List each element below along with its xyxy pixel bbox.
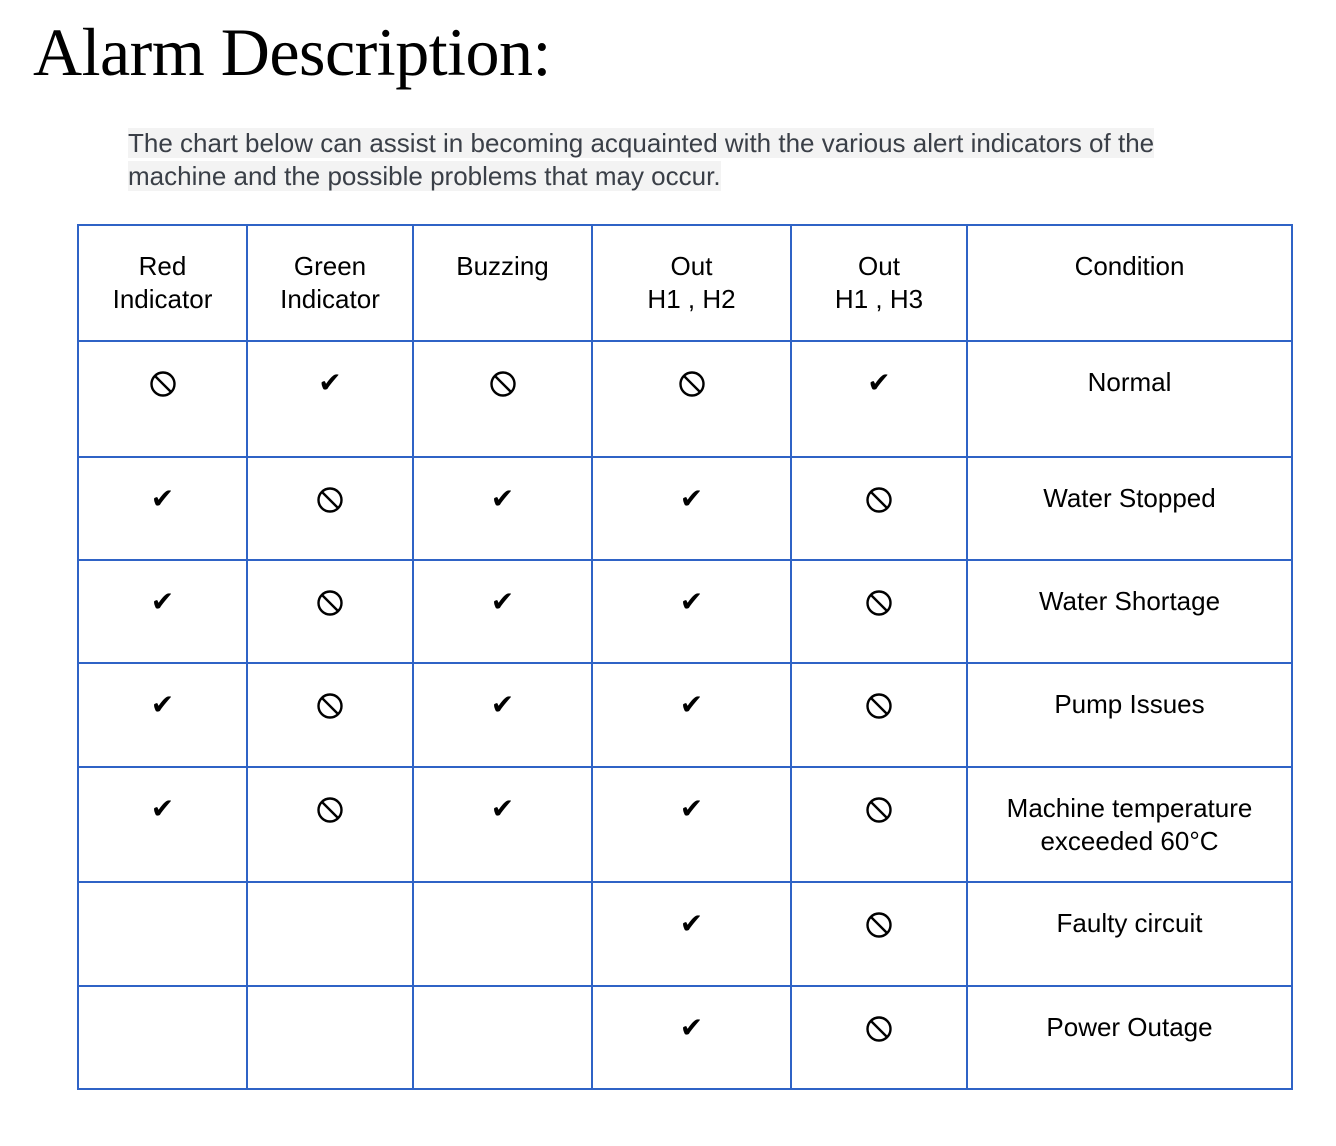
cell-out-h1-h2: [592, 767, 791, 882]
cell-red-indicator: [78, 457, 247, 560]
table-header-row: [78, 225, 1292, 341]
cell-out-h1-h3: [791, 457, 967, 560]
header-label: Red: [138, 251, 187, 281]
prohibited-icon: [489, 366, 517, 399]
table-row: [78, 986, 1292, 1089]
cell-out-h1-h2: [592, 663, 791, 767]
column-header-out-h1-h3: [791, 225, 967, 341]
cell-red-indicator: [78, 986, 247, 1089]
condition-text: Water Shortage: [1038, 586, 1221, 616]
cell-green-indicator: [247, 882, 413, 986]
header-label: H1 , H3: [834, 284, 924, 314]
cell-green-indicator: [247, 457, 413, 560]
cell-buzzing: [413, 341, 592, 457]
cell-buzzing: [413, 560, 592, 663]
table-body: [78, 341, 1292, 1089]
cell-green-indicator: [247, 663, 413, 767]
condition-text: Water Stopped: [1043, 483, 1216, 513]
check-mark-icon: ✔: [679, 585, 704, 618]
header-label: Green: [293, 251, 367, 281]
condition-text: exceeded 60°C: [1040, 826, 1219, 856]
check-mark-icon: ✔: [867, 366, 891, 399]
header-label: Condition: [1074, 251, 1185, 281]
check-mark-icon: ✔: [679, 907, 704, 940]
prohibited-icon: [865, 792, 893, 825]
cell-out-h1-h3: [791, 560, 967, 663]
cell-red-indicator: [78, 560, 247, 663]
cell-red-indicator: [78, 341, 247, 457]
prohibited-icon: [316, 585, 344, 618]
check-mark-icon: ✔: [679, 688, 704, 721]
cell-green-indicator: [247, 560, 413, 663]
cell-out-h1-h2: [592, 986, 791, 1089]
prohibited-icon: [316, 482, 344, 515]
cell-red-indicator: [78, 767, 247, 882]
alarm-table: [77, 224, 1293, 1090]
check-mark-icon: ✔: [490, 585, 515, 618]
table-row: [78, 882, 1292, 986]
header-label: Out: [858, 251, 900, 281]
intro-text: The chart below can assist in becoming acquainted with the various alert indicators of the machine and the possible problems that may occur.: [128, 128, 1155, 191]
cell-buzzing: [413, 457, 592, 560]
cell-condition: [967, 341, 1292, 457]
check-mark-icon: ✔: [679, 482, 704, 515]
cell-out-h1-h2: [592, 882, 791, 986]
column-header-out-h1-h2: [592, 225, 791, 341]
header-label: H1 , H2: [647, 284, 736, 314]
condition-text: Faulty circuit: [1056, 908, 1203, 938]
table-row: [78, 767, 1292, 882]
cell-red-indicator: [78, 663, 247, 767]
header-label: Indicator: [280, 284, 380, 314]
check-mark-icon: ✔: [490, 482, 515, 515]
cell-condition: [967, 767, 1292, 882]
cell-buzzing: [413, 882, 592, 986]
prohibited-icon: [865, 907, 893, 940]
prohibited-icon: [316, 688, 344, 721]
condition-text: Power Outage: [1046, 1012, 1213, 1042]
check-mark-icon: ✔: [679, 1011, 704, 1044]
table-row: [78, 560, 1292, 663]
header-label: Indicator: [112, 284, 213, 314]
cell-condition: [967, 457, 1292, 560]
intro-paragraph: [128, 127, 1228, 193]
check-mark-icon: ✔: [150, 585, 175, 618]
cell-condition: [967, 663, 1292, 767]
prohibited-icon: [316, 792, 344, 825]
cell-green-indicator: [247, 767, 413, 882]
condition-text: Normal: [1087, 367, 1172, 397]
cell-buzzing: [413, 663, 592, 767]
check-mark-icon: ✔: [490, 792, 515, 825]
cell-out-h1-h3: [791, 663, 967, 767]
prohibited-icon: [678, 366, 706, 399]
condition-text: Machine temperature: [1006, 793, 1253, 823]
page-title: Alarm Description:: [33, 14, 551, 90]
column-header-condition: [967, 225, 1292, 341]
prohibited-icon: [865, 1011, 893, 1044]
header-label: Buzzing: [456, 251, 549, 281]
cell-out-h1-h3: [791, 341, 967, 457]
table-row: [78, 663, 1292, 767]
check-mark-icon: ✔: [679, 792, 704, 825]
cell-condition: [967, 986, 1292, 1089]
cell-out-h1-h2: [592, 341, 791, 457]
condition-text: Pump Issues: [1054, 689, 1205, 719]
check-mark-icon: ✔: [490, 688, 515, 721]
check-mark-icon: ✔: [318, 366, 342, 399]
prohibited-icon: [865, 688, 893, 721]
column-header-buzzing: [413, 225, 592, 341]
cell-out-h1-h3: [791, 986, 967, 1089]
column-header-green-indicator: [247, 225, 413, 341]
cell-buzzing: [413, 767, 592, 882]
cell-condition: [967, 882, 1292, 986]
check-mark-icon: ✔: [150, 688, 175, 721]
column-header-red-indicator: [78, 225, 247, 341]
cell-red-indicator: [78, 882, 247, 986]
check-mark-icon: ✔: [150, 482, 175, 515]
cell-condition: [967, 560, 1292, 663]
cell-out-h1-h2: [592, 457, 791, 560]
cell-green-indicator: [247, 341, 413, 457]
table-row: [78, 457, 1292, 560]
header-label: Out: [670, 251, 713, 281]
prohibited-icon: [865, 482, 893, 515]
check-mark-icon: ✔: [150, 792, 175, 825]
cell-out-h1-h3: [791, 767, 967, 882]
table-row: [78, 341, 1292, 457]
cell-buzzing: [413, 986, 592, 1089]
prohibited-icon: [865, 585, 893, 618]
cell-out-h1-h2: [592, 560, 791, 663]
prohibited-icon: [149, 366, 177, 399]
cell-green-indicator: [247, 986, 413, 1089]
cell-out-h1-h3: [791, 882, 967, 986]
